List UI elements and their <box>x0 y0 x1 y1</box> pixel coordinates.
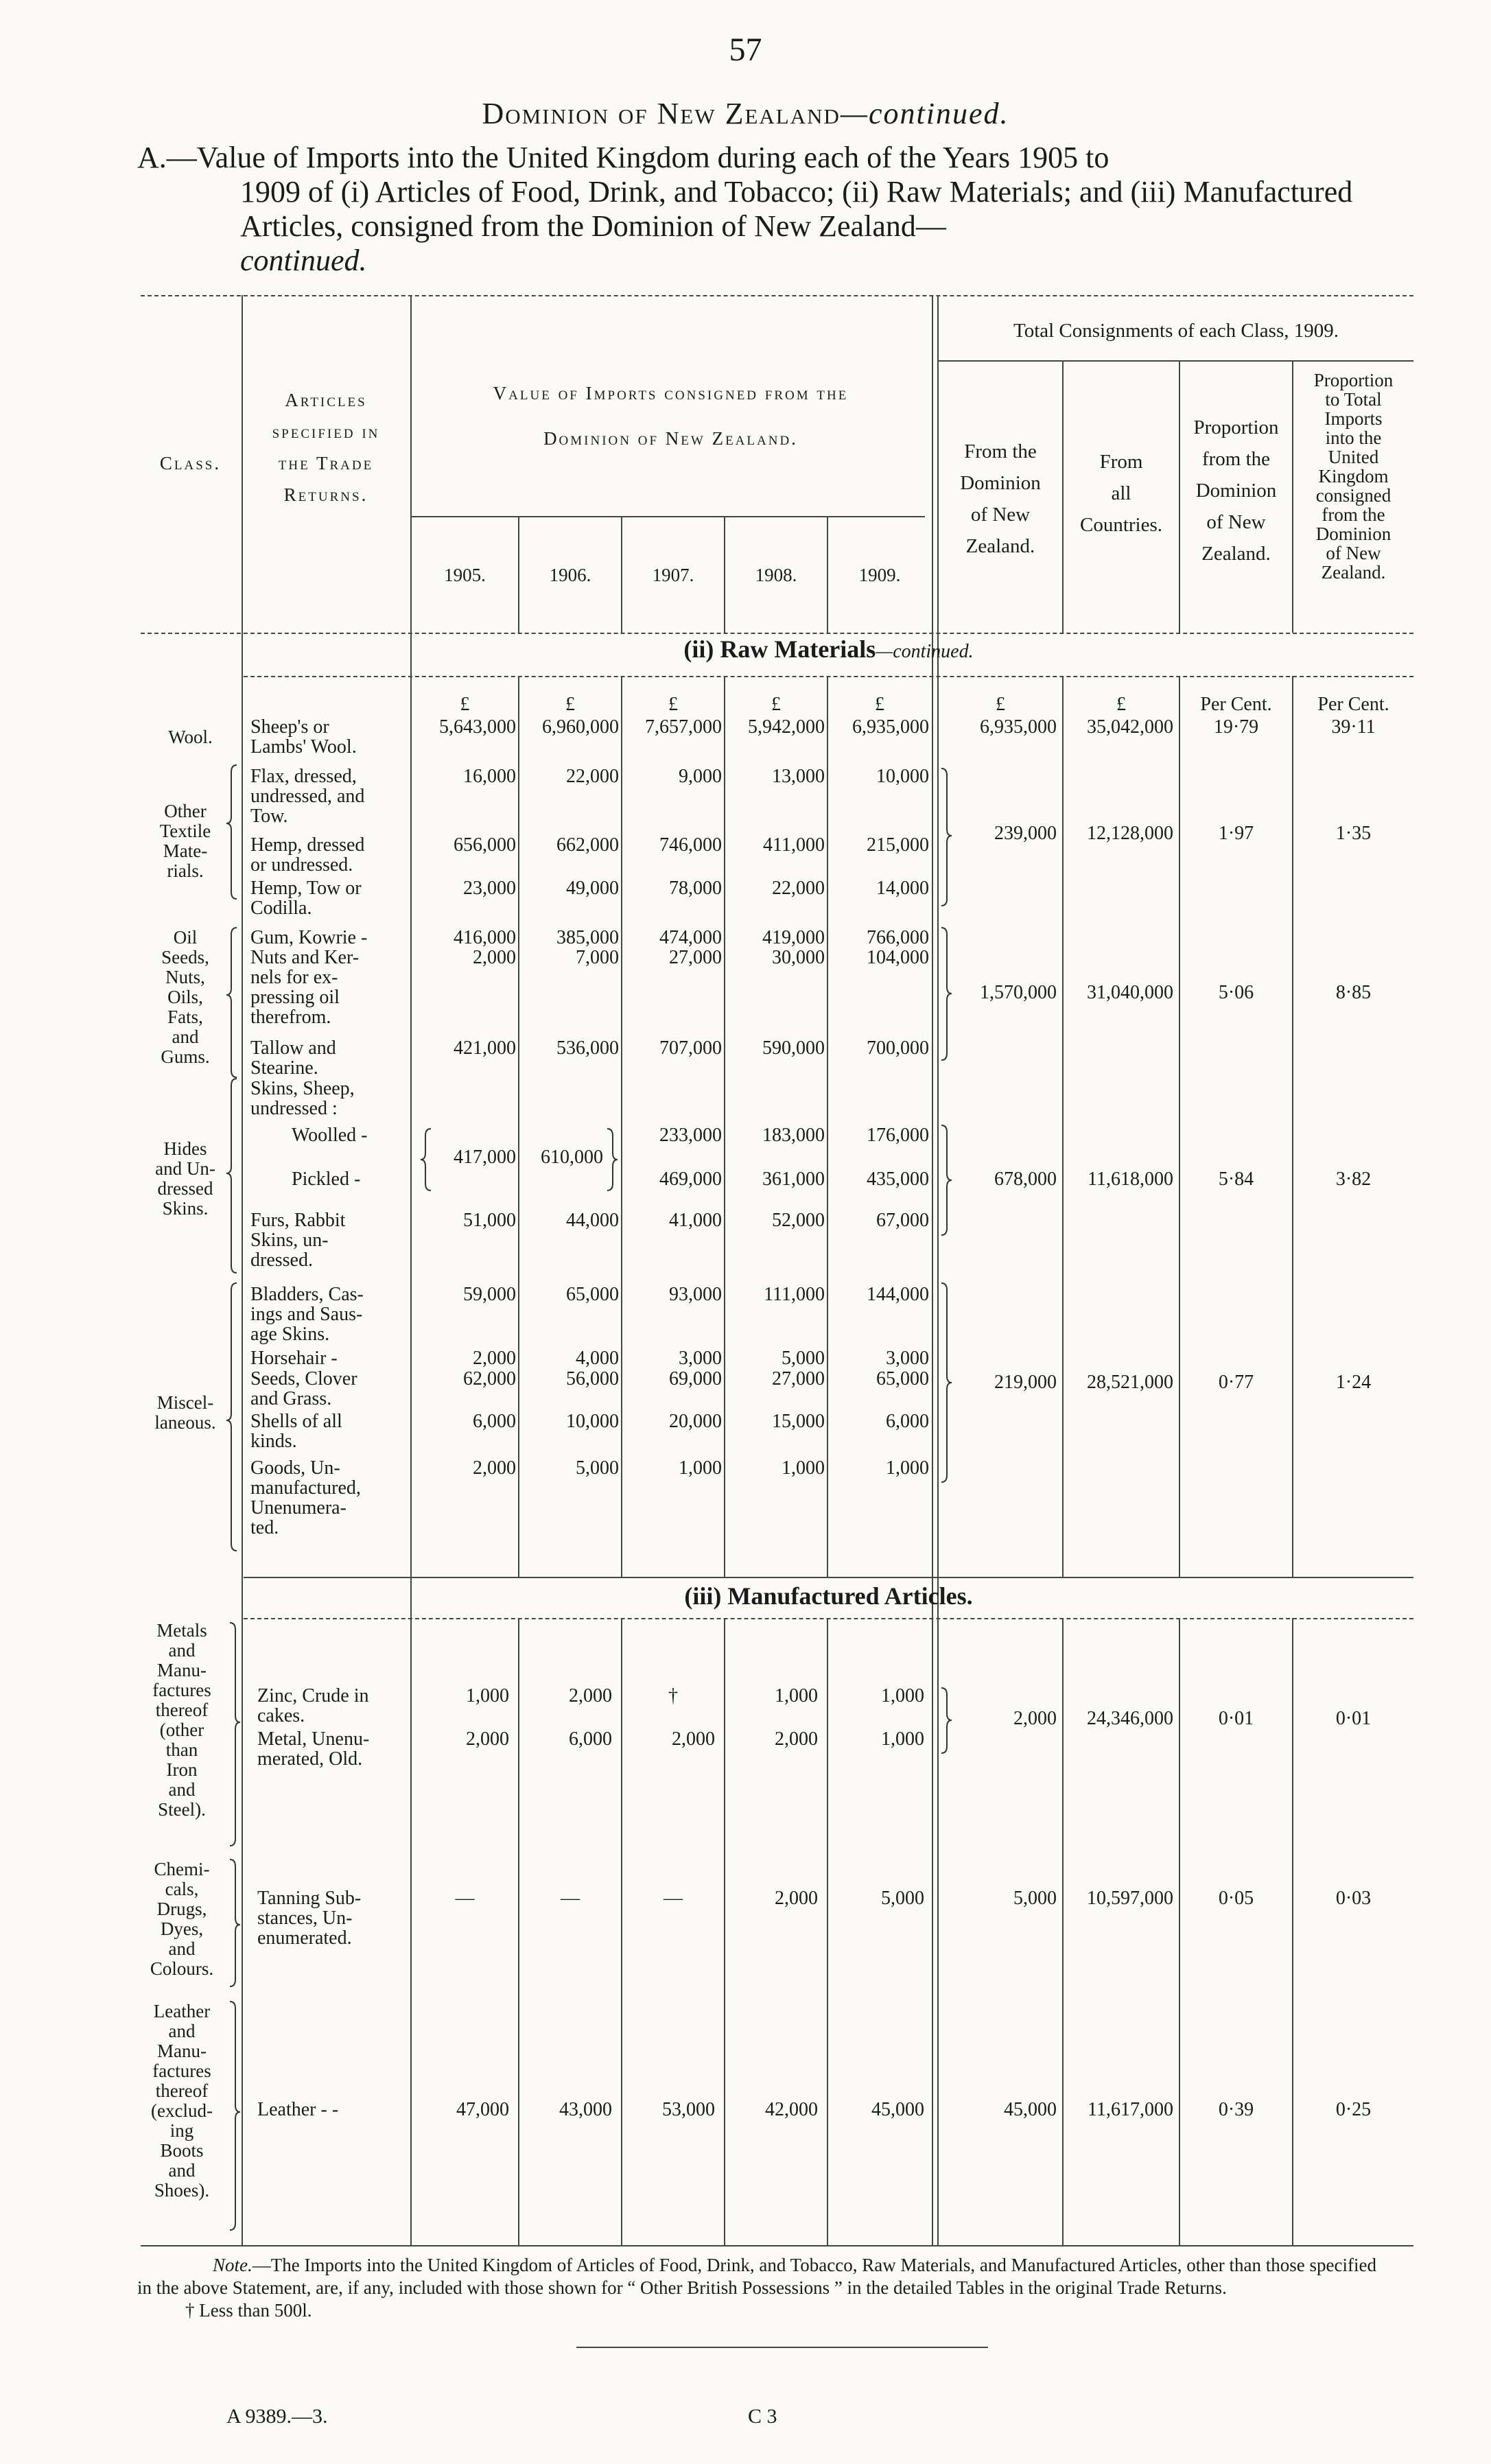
brace-misc <box>226 1283 237 1551</box>
total-all-textile: 12,128,000 <box>1087 823 1173 844</box>
title-continued: continued. <box>240 244 367 277</box>
value-woolled-1908: 183,000 <box>762 1125 825 1146</box>
value-skins-1905: 417,000 <box>454 1147 516 1168</box>
value-wool-1908: 5,942,000 <box>748 716 825 738</box>
header-articles: Articles specified in the Trade Returns. <box>272 390 380 505</box>
header-year-1907: 1907. <box>652 565 694 585</box>
article-bladders: Bladders, Cas- ings and Saus- age Skins. <box>250 1284 364 1345</box>
header-from-all: From all Countries. <box>1079 451 1163 536</box>
prop-total-oil: 8·85 <box>1335 982 1372 1003</box>
prop-from-hides: 5·84 <box>1218 1169 1254 1190</box>
value-furs-1906: 44,000 <box>566 1210 619 1231</box>
article-flax: Flax, dressed, undressed, and Tow. <box>250 766 365 827</box>
total-all-hides: 11,618,000 <box>1088 1169 1173 1190</box>
value-shells-1909: 6,000 <box>886 1411 929 1432</box>
value-woolled-1909: 176,000 <box>867 1125 929 1146</box>
header-year-1905: 1905. <box>444 565 486 585</box>
total-all-chemicals: 10,597,000 <box>1087 1888 1173 1909</box>
total-dominion-chemicals: 5,000 <box>1013 1888 1057 1909</box>
value-furs-1905: 51,000 <box>463 1210 516 1231</box>
value-gum-1907: 474,000 <box>659 927 722 948</box>
brace-leather <box>230 2002 240 2230</box>
header-class: Class. <box>159 453 222 473</box>
total-dominion-misc: 219,000 <box>994 1372 1057 1393</box>
value-tallow-1907: 707,000 <box>659 1037 722 1059</box>
brace-hides <box>226 1079 237 1273</box>
class-leather: Leather and Manu- factures thereof (exclud- ing Boots and Shoes). <box>151 2001 213 2201</box>
unit-per-cent-from: Per Cent. <box>1200 694 1272 715</box>
prop-from-leather: 0·39 <box>1218 2099 1254 2120</box>
value-leather-1907: 53,000 <box>662 2099 715 2120</box>
article-furs: Furs, Rabbit Skins, un- dressed. <box>250 1210 346 1271</box>
value-hemp-tow-1906: 49,000 <box>566 878 619 899</box>
value-wool-1909: 6,935,000 <box>852 716 929 738</box>
unit-per-cent-total: Per Cent. <box>1317 694 1389 715</box>
value-shells-1908: 15,000 <box>772 1411 825 1432</box>
unit-pound-1908: £ <box>771 694 781 715</box>
brace-chemicals <box>230 1859 240 1986</box>
prop-total-misc: 1·24 <box>1335 1372 1372 1393</box>
value-nuts-1908: 30,000 <box>772 947 825 968</box>
value-seeds-1909: 65,000 <box>876 1368 929 1389</box>
value-metal-1909: 1,000 <box>881 1728 924 1750</box>
unit-pound-all: £ <box>1116 694 1126 715</box>
article-hemp-tow: Hemp, Tow or Codilla. <box>250 878 362 919</box>
header-year-1909: 1909. <box>858 565 901 585</box>
page-number: 57 <box>729 32 762 68</box>
article-woolled: Woolled - <box>292 1125 368 1146</box>
value-flax-1908: 13,000 <box>772 766 825 787</box>
total-all-misc: 28,521,000 <box>1087 1372 1173 1393</box>
class-oil-seeds: Oil Seeds, Nuts, Oils, Fats, and Gums. <box>161 927 210 1067</box>
value-tanning-1909: 5,000 <box>881 1888 924 1909</box>
footer-rule <box>576 2347 988 2348</box>
value-hemp-1907: 746,000 <box>659 834 722 856</box>
value-metal-1907: 2,000 <box>672 1728 715 1750</box>
value-tallow-1908: 590,000 <box>762 1037 825 1059</box>
title-line-1: A.—Value of Imports into the United Kingdom during each of the Years 1905 to <box>137 141 1110 174</box>
value-bladders-1905: 59,000 <box>463 1284 516 1305</box>
brace-oil-total <box>941 928 952 1060</box>
value-nuts-1909: 104,000 <box>867 947 929 968</box>
prop-total-hides: 3·82 <box>1335 1169 1372 1190</box>
prop-total-metals: 0·01 <box>1335 1708 1372 1729</box>
value-zinc-1905: 1,000 <box>466 1685 509 1706</box>
value-pickled-1909: 435,000 <box>867 1169 929 1190</box>
value-horsehair-1907: 3,000 <box>679 1348 722 1369</box>
value-seeds-1907: 69,000 <box>669 1368 722 1389</box>
value-horsehair-1905: 2,000 <box>473 1348 516 1369</box>
value-zinc-1909: 1,000 <box>881 1685 924 1706</box>
value-hemp-1906: 662,000 <box>556 834 619 856</box>
value-gum-1905: 416,000 <box>454 927 516 948</box>
value-goods-1907: 1,000 <box>679 1457 722 1479</box>
value-metal-1908: 2,000 <box>775 1728 818 1750</box>
value-leather-1906: 43,000 <box>559 2099 612 2120</box>
value-shells-1906: 10,000 <box>566 1411 619 1432</box>
value-pickled-1908: 361,000 <box>762 1169 825 1190</box>
value-hemp-tow-1907: 78,000 <box>669 878 722 899</box>
unit-pound-dominion: £ <box>996 694 1005 715</box>
value-tanning-1908: 2,000 <box>775 1888 818 1909</box>
brace-hides-total <box>941 1125 952 1235</box>
value-tanning-1907: — <box>664 1888 683 1909</box>
value-zinc-1907: † <box>668 1685 678 1706</box>
article-shells: Shells of all kinds. <box>250 1411 342 1452</box>
prop-from-textile: 1·97 <box>1218 823 1254 844</box>
value-nuts-1907: 27,000 <box>669 947 722 968</box>
note-label: Note. <box>213 2255 253 2275</box>
header-total-group: Total Consignments of each Class, 1909. <box>1013 320 1339 342</box>
value-nuts-1906: 7,000 <box>576 947 619 968</box>
value-nuts-1905: 2,000 <box>473 947 516 968</box>
article-goods-unmanufactured: Goods, Un- manufactured, Unenumera- ted. <box>250 1457 361 1538</box>
article-hemp: Hemp, dressed or undressed. <box>250 834 365 876</box>
value-goods-1908: 1,000 <box>782 1457 825 1479</box>
article-pickled: Pickled - <box>292 1169 361 1190</box>
value-hemp-tow-1909: 14,000 <box>876 878 929 899</box>
value-goods-1905: 2,000 <box>473 1457 516 1479</box>
value-hemp-1905: 656,000 <box>454 834 516 856</box>
value-leather-1905: 47,000 <box>456 2099 509 2120</box>
unit-pound-1906: £ <box>565 694 575 715</box>
class-chemicals: Chemi- cals, Drugs, Dyes, and Colours. <box>150 1859 214 1979</box>
value-shells-1907: 20,000 <box>669 1411 722 1432</box>
value-goods-1906: 5,000 <box>576 1457 619 1479</box>
value-metal-1905: 2,000 <box>466 1728 509 1750</box>
value-seeds-1905: 62,000 <box>463 1368 516 1389</box>
unit-pound-1907: £ <box>668 694 678 715</box>
value-tallow-1909: 700,000 <box>867 1037 929 1059</box>
class-hides: Hides and Un- dressed Skins. <box>155 1138 215 1219</box>
value-woolled-1907: 233,000 <box>659 1125 722 1146</box>
article-skins-sheep: Skins, Sheep, undressed : <box>250 1078 355 1119</box>
value-goods-1909: 1,000 <box>886 1457 929 1479</box>
total-dominion-leather: 45,000 <box>1004 2099 1057 2120</box>
heading-text: Dominion of New Zealand <box>482 97 841 130</box>
section-manufactured-articles: (iii) Manufactured Articles. <box>684 1582 973 1610</box>
value-metal-1906: 6,000 <box>569 1728 612 1750</box>
article-zinc: Zinc, Crude in cakes. <box>257 1685 369 1726</box>
total-all-wool: 35,042,000 <box>1087 716 1173 738</box>
value-wool-1905: 5,643,000 <box>439 716 516 738</box>
total-dominion-wool: 6,935,000 <box>980 716 1057 738</box>
value-seeds-1906: 56,000 <box>566 1368 619 1389</box>
article-tallow: Tallow and Stearine. <box>250 1037 336 1079</box>
value-hemp-1908: 411,000 <box>763 834 825 856</box>
prop-from-misc: 0·77 <box>1218 1372 1254 1393</box>
class-textile: Other Textile Mate- rials. <box>159 801 211 881</box>
article-nuts-kernels: Nuts and Ker- nels for ex- pressing oil therefrom. <box>250 947 360 1028</box>
header-year-1908: 1908. <box>755 565 797 585</box>
value-zinc-1908: 1,000 <box>775 1685 818 1706</box>
value-hemp-1909: 215,000 <box>867 834 929 856</box>
note-dagger: † Less than 500l. <box>185 2300 312 2321</box>
header-year-1906: 1906. <box>549 565 591 585</box>
article-metal-unenumerated: Metal, Unenu- merated, Old. <box>257 1728 370 1770</box>
value-gum-1906: 385,000 <box>556 927 619 948</box>
note-text: —The Imports into the United Kingdom of Articles of Food, Drink, and Tobacco, Raw Materials, and Manufactured Articles, other than those specified in the above Statement, are, if any, included with those shown for “ Other British Possessions ” in the detailed Tables in the original Trade Returns. <box>137 2255 1376 2298</box>
value-bladders-1906: 65,000 <box>566 1284 619 1305</box>
prop-from-oil: 5·06 <box>1218 982 1254 1003</box>
value-bladders-1909: 144,000 <box>867 1284 929 1305</box>
article-horsehair: Horsehair - <box>250 1348 338 1369</box>
brace-oil <box>226 928 237 1077</box>
total-dominion-hides: 678,000 <box>994 1169 1057 1190</box>
value-gum-1908: 419,000 <box>762 927 825 948</box>
prop-from-chemicals: 0·05 <box>1218 1888 1254 1909</box>
value-tallow-1906: 536,000 <box>556 1037 619 1059</box>
article-tanning: Tanning Sub- stances, Un- enumerated. <box>257 1888 362 1949</box>
value-bladders-1908: 111,000 <box>764 1284 825 1305</box>
value-furs-1909: 67,000 <box>876 1210 929 1231</box>
value-leather-1908: 42,000 <box>765 2099 818 2120</box>
value-furs-1908: 52,000 <box>772 1210 825 1231</box>
prop-from-metals: 0·01 <box>1218 1708 1254 1729</box>
total-dominion-metals: 2,000 <box>1013 1708 1057 1729</box>
value-flax-1907: 9,000 <box>679 766 722 787</box>
value-skins-1906: 610,000 <box>541 1147 603 1168</box>
header-proportion-from: Proportion from the Dominion of New Zealand. <box>1193 416 1279 565</box>
value-tallow-1905: 421,000 <box>454 1037 516 1059</box>
brace-metals <box>230 1623 240 1846</box>
value-seeds-1908: 27,000 <box>772 1368 825 1389</box>
brace-skins-1906 <box>607 1129 618 1190</box>
unit-pound-1909: £ <box>875 694 884 715</box>
header-from-dominion: From the Dominion of New Zealand. <box>960 441 1041 557</box>
value-horsehair-1909: 3,000 <box>886 1348 929 1369</box>
prop-total-leather: 0·25 <box>1335 2099 1372 2120</box>
table-note <box>137 2254 1379 2322</box>
value-flax-1906: 22,000 <box>566 766 619 787</box>
section-raw-materials: (ii) Raw Materials—continued. <box>683 635 974 663</box>
value-hemp-tow-1908: 22,000 <box>772 878 825 899</box>
heading-continued: —continued. <box>840 97 1009 130</box>
brace-metals-total <box>941 1688 952 1753</box>
value-hemp-tow-1905: 23,000 <box>463 878 516 899</box>
class-metals: Metals and Manu- factures thereof (other than Iron and Steel). <box>152 1620 211 1820</box>
footer-code: A 9389.—3. <box>226 2405 328 2428</box>
value-tanning-1905: — <box>455 1888 475 1909</box>
class-miscellaneous: Miscel- laneous. <box>154 1392 216 1433</box>
value-horsehair-1908: 5,000 <box>782 1348 825 1369</box>
value-bladders-1907: 93,000 <box>669 1284 722 1305</box>
article-seeds-clover: Seeds, Clover and Grass. <box>250 1368 357 1409</box>
prop-total-textile: 1·35 <box>1335 823 1372 844</box>
article-gum-kowrie: Gum, Kowrie - <box>250 927 368 948</box>
total-all-metals: 24,346,000 <box>1087 1708 1173 1729</box>
brace-misc-total <box>941 1283 952 1482</box>
unit-pound-1905: £ <box>460 694 470 715</box>
value-shells-1905: 6,000 <box>473 1411 516 1432</box>
value-wool-1907: 7,657,000 <box>645 716 722 738</box>
brace-skins-1905 <box>421 1129 431 1190</box>
value-zinc-1906: 2,000 <box>569 1685 612 1706</box>
class-wool: Wool. <box>168 727 213 747</box>
total-all-oil: 31,040,000 <box>1087 982 1173 1003</box>
total-dominion-oil: 1,570,000 <box>980 982 1057 1003</box>
brace-textile <box>226 765 237 899</box>
total-dominion-textile: 239,000 <box>994 823 1057 844</box>
prop-from-wool: 19·79 <box>1213 716 1259 738</box>
header-proportion-total: Proportion to Total Imports into the United Kingdom consigned from the Dominion of New Zealand. <box>1313 370 1394 583</box>
header-value-group: Value of Imports consigned from the Dominion of New Zealand. <box>493 383 849 449</box>
value-wool-1906: 6,960,000 <box>542 716 619 738</box>
value-tanning-1906: — <box>561 1888 580 1909</box>
prop-total-wool: 39·11 <box>1331 716 1376 738</box>
value-pickled-1907: 469,000 <box>659 1169 722 1190</box>
prop-total-chemicals: 0·03 <box>1335 1888 1372 1909</box>
value-horsehair-1906: 4,000 <box>576 1348 619 1369</box>
total-all-leather: 11,617,000 <box>1088 2099 1173 2120</box>
value-gum-1909: 766,000 <box>867 927 929 948</box>
title-rest: 1909 of (i) Articles of Food, Drink, and Tobacco; (ii) Raw Materials; and (iii) Manufactured Articles, consigned from the Dominion of New Zealand— <box>240 175 1353 243</box>
article-leather: Leather - - <box>257 2099 339 2120</box>
article-sheep-wool: Sheep's or Lambs' Wool. <box>250 716 357 758</box>
value-leather-1909: 45,000 <box>871 2099 924 2120</box>
value-furs-1907: 41,000 <box>669 1210 722 1231</box>
value-flax-1905: 16,000 <box>463 766 516 787</box>
value-flax-1909: 10,000 <box>876 766 929 787</box>
brace-textile-total <box>941 768 952 906</box>
footer-signature: C 3 <box>748 2405 777 2428</box>
